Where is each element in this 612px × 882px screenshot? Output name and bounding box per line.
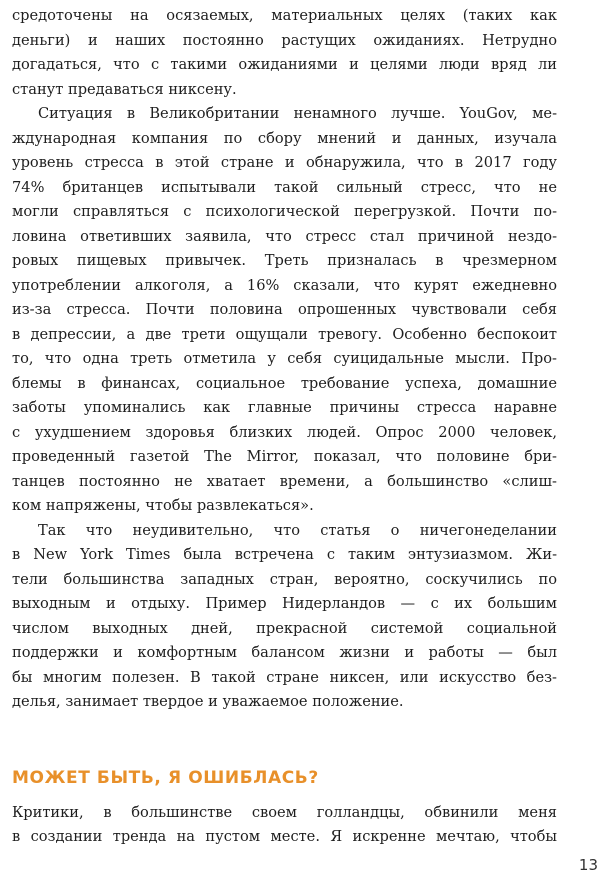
text-line: ловина ответивших заявила, что стресс стал причиной нездо- [12, 227, 557, 245]
text-line: числом выходных дней, прекрасной системой социальной [12, 619, 557, 637]
text-line: из-за стресса. Почти половина опрошенных чувствовали себя [12, 301, 557, 318]
paragraph-3 [12, 519, 557, 715]
text-line: в депрессии, а две трети ощущали тревогу. Особенно беспокоит [12, 325, 557, 343]
text-line: Критики, в большинстве своем голландцы, обвинили меня [12, 803, 557, 821]
text-line: с ухудшением здоровья близких людей. Опрос 2000 человек, [12, 423, 557, 441]
text-line: тели большинства западных стран, вероятно, соскучились по [12, 570, 557, 588]
text-line: станут предаваться никсену. [12, 80, 237, 98]
text-line: то, что одна треть отметила у себя суицидальные мысли. Про- [12, 350, 557, 367]
text-line: Так что неудивительно, что статья о ничегонеделании [38, 521, 557, 539]
text-line: деньги) и наших постоянно растущих ожиданиях. Нетрудно [12, 31, 557, 49]
text-line: 74% британцев испытывали такой сильный стресс, что не [12, 178, 557, 196]
text-line: догадаться, что с такими ожиданиями и целями люди вряд ли [12, 56, 557, 73]
text-line: уровень стресса в этой стране и обнаружила, что в 2017 году [12, 154, 557, 171]
page-body [12, 4, 557, 850]
section-heading: МОЖЕТ БЫТЬ, Я ОШИБЛАСЬ? [12, 767, 319, 788]
text-line: Ситуация в Великобритании ненамного лучше. YouGov, ме- [38, 105, 557, 122]
section-gap [12, 715, 557, 763]
text-line: средоточены на осязаемых, материальных целях (таких как [12, 7, 557, 24]
text-line: могли справляться с психологической перегрузкой. Почти по- [12, 203, 557, 220]
text-line: ком напряжены, чтобы развлекаться». [12, 497, 314, 514]
text-line: заботы упоминались как главные причины стресса наравне [12, 399, 557, 416]
page-number: 13 [578, 856, 598, 874]
section-paragraph [12, 801, 557, 850]
text-line: делья, занимает твердое и уважаемое положение. [12, 693, 404, 710]
text-line: употреблении алкоголя, а 16% сказали, что курят ежедневно [12, 276, 557, 294]
paragraph-1 [12, 4, 557, 102]
paragraph-2 [12, 102, 557, 519]
text-line: танцев постоянно не хватает времени, а большинство «слиш- [12, 472, 557, 490]
text-line: в создании тренда на пустом месте. Я искренне мечтаю, чтобы [12, 828, 557, 845]
text-line: поддержки и комфортным балансом жизни и работы — был [12, 644, 557, 661]
text-line: проведенный газетой The Mirror, показал, что половине бри- [12, 448, 557, 465]
text-line: блемы в финансах, социальное требование успеха, домашние [12, 374, 557, 392]
text-line: в New York Times была встречена с таким энтузиазмом. Жи- [12, 546, 557, 563]
text-line: бы многим полезен. В такой стране никсен, или искусство без- [12, 668, 557, 686]
text-line: ровых пищевых привычек. Треть призналась в чрезмерном [12, 252, 557, 269]
text-line: ждународная компания по сбору мнений и данных, изучала [12, 129, 557, 147]
text-line: выходным и отдыху. Пример Нидерландов — с их большим [12, 595, 557, 612]
